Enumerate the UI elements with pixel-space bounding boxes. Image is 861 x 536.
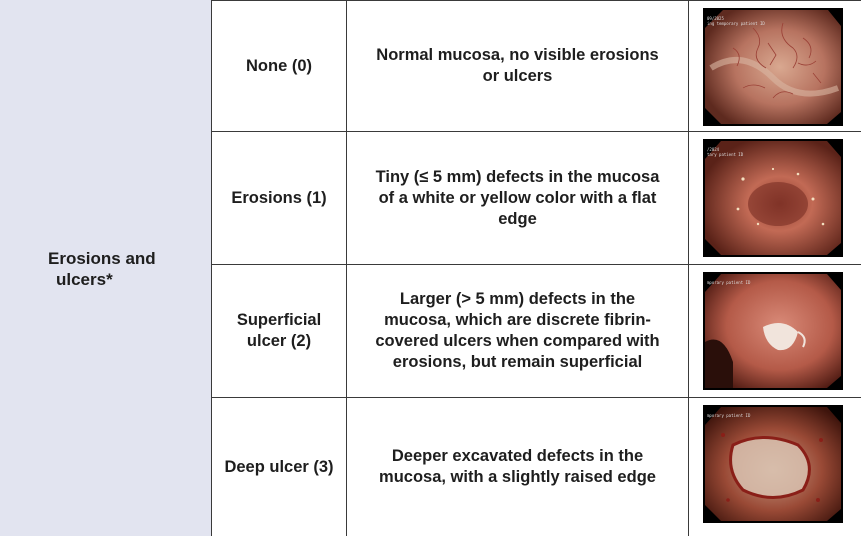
overlay-line: ing temporary patient ID bbox=[707, 21, 765, 26]
endoscopy-image-superficial-ulcer bbox=[703, 272, 843, 390]
endoscopy-image-deep-ulcer bbox=[703, 405, 843, 523]
overlay-line: 09/2025 bbox=[707, 16, 724, 21]
grade-description: Deeper excavated defects in the mucosa, with a slightly raised edge bbox=[347, 398, 689, 536]
overlay-line: /2024 bbox=[707, 147, 720, 152]
category-label-line2: ulcers* bbox=[56, 270, 113, 289]
grade-description: Normal mucosa, no visible erosions or ulcers bbox=[347, 1, 689, 131]
superficial-ulcer-photo bbox=[703, 272, 843, 390]
image-cell bbox=[689, 398, 861, 536]
table-row bbox=[212, 398, 861, 536]
grade-description: Tiny (≤ 5 mm) defects in the mucosa of a white or yellow color with a flat edge bbox=[347, 132, 689, 264]
category-label-line1: Erosions and bbox=[48, 249, 156, 268]
grade-label: Superficial ulcer (2) bbox=[212, 265, 347, 397]
grade-description: Larger (> 5 mm) defects in the mucosa, which are discrete fibrin-covered ulcers when compared with erosions, but remain superficial bbox=[347, 265, 689, 397]
overlay-line: mporary patient ID bbox=[707, 413, 751, 418]
image-overlay-text bbox=[707, 280, 750, 285]
grade-label: Erosions (1) bbox=[212, 132, 347, 264]
category-cell bbox=[0, 0, 212, 536]
endoscopy-image-normal bbox=[703, 8, 843, 126]
image-cell bbox=[689, 1, 861, 131]
image-overlay-text bbox=[707, 147, 743, 157]
image-cell bbox=[689, 132, 861, 264]
deep-ulcer-photo bbox=[703, 405, 843, 523]
overlay-line: mporary patient ID bbox=[707, 280, 751, 285]
image-overlay-text bbox=[707, 16, 765, 26]
table-row bbox=[212, 132, 861, 265]
grade-label: None (0) bbox=[212, 1, 347, 131]
category-label bbox=[48, 248, 178, 290]
overlay-line: tary patient ID bbox=[707, 152, 744, 157]
endoscopy-image-erosions bbox=[703, 139, 843, 257]
image-cell bbox=[689, 265, 861, 397]
table-row bbox=[212, 265, 861, 398]
table-row bbox=[212, 0, 861, 132]
image-overlay-text bbox=[707, 413, 750, 418]
grade-label: Deep ulcer (3) bbox=[212, 398, 347, 536]
